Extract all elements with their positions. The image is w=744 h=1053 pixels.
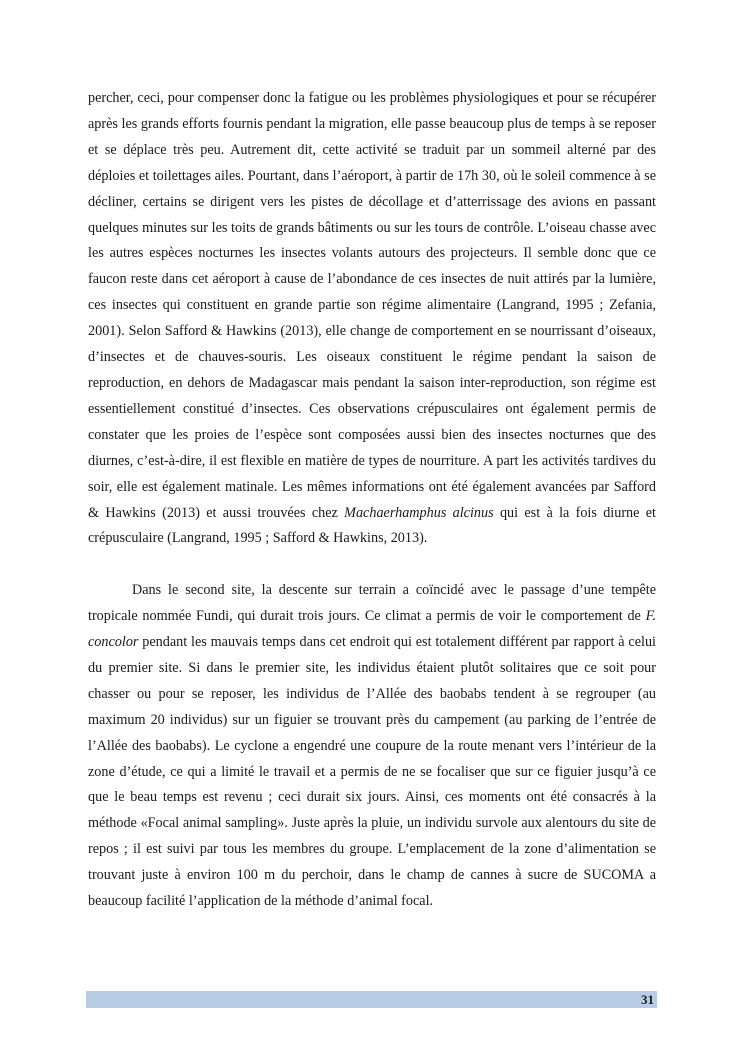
- paragraph-falcon-behavior-airport: [88, 86, 656, 552]
- species-name-machaerhamphus: Machaerhamphus alcinus: [344, 504, 494, 521]
- paragraph-second-site-storm: [88, 578, 656, 915]
- page-footer-bar: [86, 991, 657, 1008]
- paragraph-2-text-end: pendant les mauvais temps dans cet endroit qui est totalement différent par rapport à celui du premier site. Si dans le premier site, les individus étaient plutôt solitaires que ce soit pour chasser ou pour se reposer, les individus de l’Allée des baobabs tendent à se regrouper (au maximum 20 individus) sur un figuier se trouvant près du campement (au parking de l’entrée de l’Allée des baobabs). Le cyclone a engendré une coupure de la route menant vers l’intérieur de la zone d’étude, ce qui a limité le travail et a permis de ne se focaliser que sur ce figuier jusqu’à ce que le beau temps est revenu ; ceci durait six jours. Ainsi, ces moments ont été consacrés à la méthode «Focal animal sampling». Juste après la pluie, un individu survole aux alentours du site de repos ; il est suivi par tous les membres du groupe. L’emplacement de la zone d’alimentation se trouvant juste à environ 100 m du perchoir, dans le champ de cannes à sucre de SUCOMA a beaucoup facilité l’application de la méthode d’animal focal.: [88, 634, 656, 910]
- paragraph-2-text-start: Dans le second site, la descente sur terrain a coïncidé avec le passage d’une tempête tropicale nommée Fundi, qui durait trois jours. Ce climat a permis de voir le comportement de: [88, 582, 656, 625]
- paragraph-1-text-start: percher, ceci, pour compenser donc la fatigue ou les problèmes physiologiques et pour se récupérer après les grands efforts fournis pendant la migration, elle passe beaucoup plus de temps à se reposer et se déplace très peu. Autrement dit, cette activité se traduit par un sommeil alterné par des déploies et toilettages ailes. Pourtant, dans l’aéroport, à partir de 17h 30, où le soleil commence à se décliner, certains se dirigent vers les pistes de décollage et d’atterrissage des avions en passant quelques minutes sur les toits de grands bâtiments ou sur les tours de contrôle. L’oiseau chasse avec les autres espèces nocturnes les insectes volants autours des projecteurs. Il semble donc que ce faucon reste dans cet aéroport à cause de l’abondance de ces insectes de nuit attirés par la lumière, ces insectes qui constituent en grande partie son régime alimentaire (Langrand, 1995 ; Zefania, 2001). Selon Safford & Hawkins (2013), elle change de comportement en se nourrissant d’oiseaux, d’insectes et de chauves-souris. Les oiseaux constituent le régime pendant la saison de reproduction, en dehors de Madagascar mais pendant la saison inter-reproduction, son régime est essentiellement constitué d’insectes. Ces observations crépusculaires ont également permis de constater que les proies de l’espèce sont composées aussi bien des insectes nocturnes que des diurnes, c’est-à-dire, il est flexible en matière de types de nourriture. A part les activités tardives du soir, elle est également matinale. Les mêmes informations ont été également avancées par Safford & Hawkins (2013) et aussi trouvées chez: [88, 90, 656, 521]
- document-body: [88, 86, 656, 915]
- page-number: 31: [641, 992, 654, 1007]
- paragraph-1-text-end: qui est à la fois diurne et crépusculaire (Langrand, 1995 ; Safford & Hawkins, 2013).: [88, 504, 656, 547]
- species-name-f-concolor: F. concolor: [88, 608, 656, 651]
